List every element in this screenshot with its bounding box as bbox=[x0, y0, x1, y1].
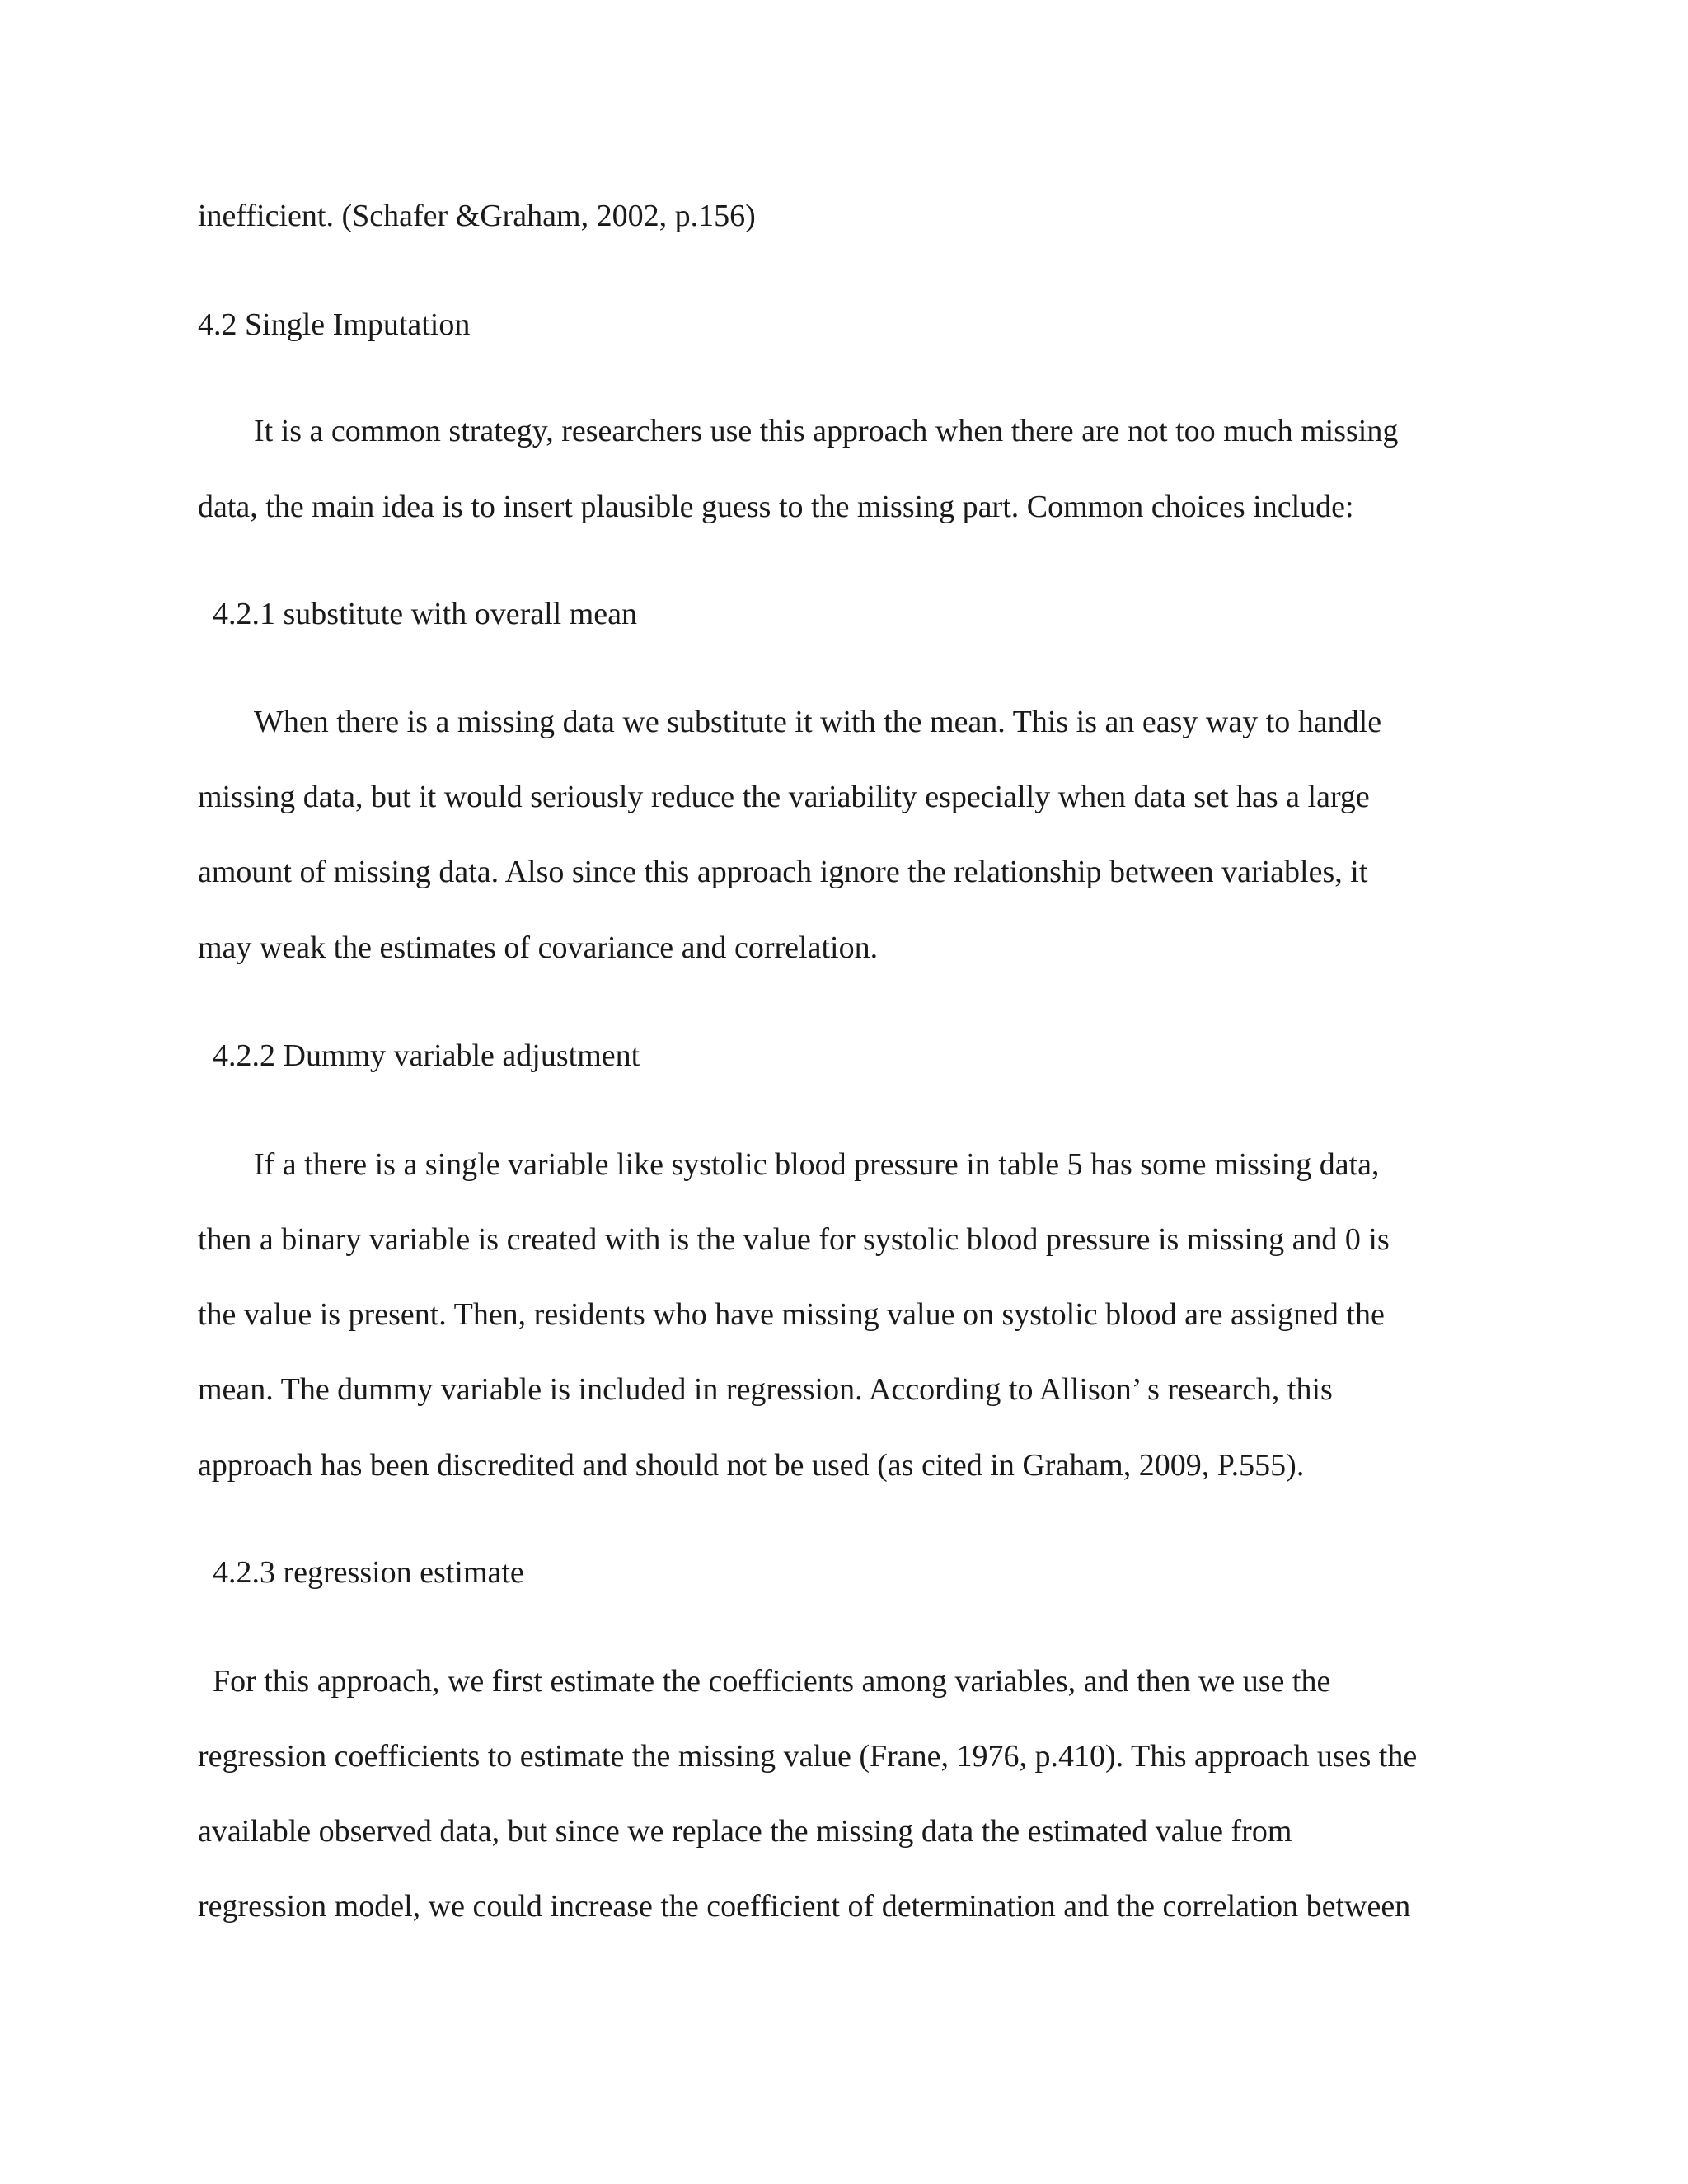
paragraph-line: inefficient. (Schafer &Graham, 2002, p.156) bbox=[198, 199, 756, 233]
paragraph-line: approach has been discredited and should not be used (as cited in Graham, 2009, P.555). bbox=[198, 1448, 1305, 1483]
paragraph-line: data, the main idea is to insert plausible guess to the missing part. Common choices include: bbox=[198, 490, 1354, 524]
subsection-heading: 4.2.3 regression estimate bbox=[213, 1555, 524, 1590]
paragraph-line: amount of missing data. Also since this approach ignore the relationship between variables, it bbox=[198, 855, 1368, 889]
paragraph-line: missing data, but it would seriously reduce the variability especially when data set has a large bbox=[198, 780, 1370, 814]
section-heading: 4.2 Single Imputation bbox=[198, 307, 471, 342]
subsection-heading: 4.2.2 Dummy variable adjustment bbox=[213, 1038, 640, 1073]
paragraph-line: When there is a missing data we substitute it with the mean. This is an easy way to handle bbox=[254, 705, 1382, 739]
paragraph-line: regression model, we could increase the coefficient of determination and the correlation between bbox=[198, 1889, 1411, 1924]
paragraph-line: regression coefficients to estimate the missing value (Frane, 1976, p.410). This approach uses the bbox=[198, 1739, 1418, 1774]
paragraph-line: If a there is a single variable like systolic blood pressure in table 5 has some missing data, bbox=[254, 1147, 1380, 1182]
paragraph-line: then a binary variable is created with is the value for systolic blood pressure is missing and 0 is bbox=[198, 1222, 1390, 1257]
paragraph-line: may weak the estimates of covariance and correlation. bbox=[198, 930, 879, 965]
paragraph-line: For this approach, we first estimate the coefficients among variables, and then we use the bbox=[213, 1664, 1331, 1699]
paragraph-line: available observed data, but since we replace the missing data the estimated value from bbox=[198, 1814, 1292, 1849]
paragraph-line: It is a common strategy, researchers use this approach when there are not too much missing bbox=[254, 414, 1399, 448]
paragraph-line: the value is present. Then, residents who have missing value on systolic blood are assigned the bbox=[198, 1297, 1385, 1332]
subsection-heading: 4.2.1 substitute with overall mean bbox=[213, 597, 638, 631]
paragraph-line: mean. The dummy variable is included in regression. According to Allison’ s research, this bbox=[198, 1372, 1333, 1407]
